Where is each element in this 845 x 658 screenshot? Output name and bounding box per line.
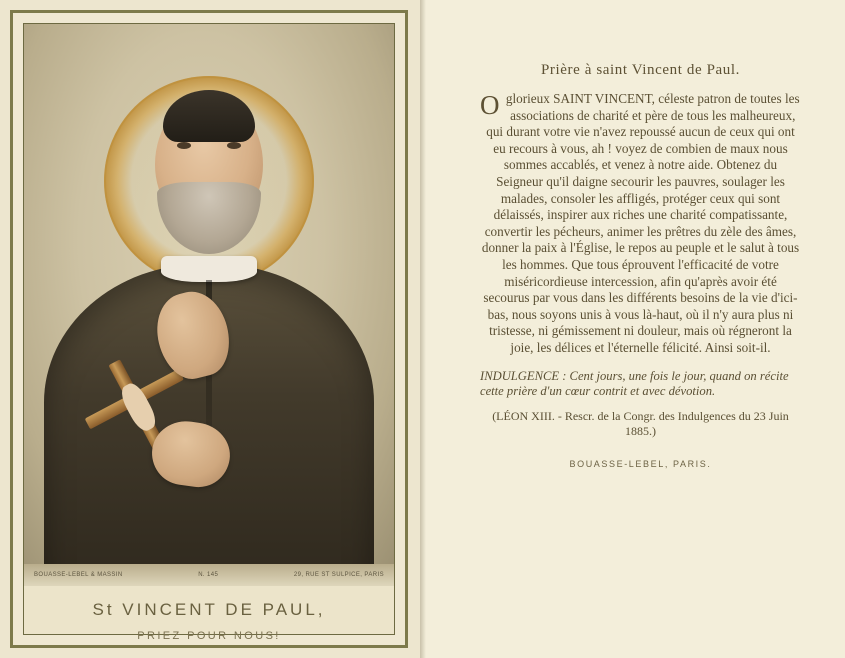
- prayer-body: [480, 91, 801, 357]
- rescript-citation: (LÉON XIII. - Rescr. de la Congr. des Indulgences du 23 Juin 1885.): [492, 408, 789, 438]
- card-back-panel: [420, 0, 845, 658]
- card-front-plate: [23, 23, 395, 642]
- prayer-text: glorieux SAINT VINCENT, céleste patron de toutes les associations de charité et père de tous les malheureux, qui durant votre vie n'avez repoussé aucun de ceux qui ont eu recours à vous, ah ! voyez de combien de maux nous sommes accablés, et venez à notre aide. Obtenez du Seigneur qu'il daigne secourir les pauvres, soulager les malades, consoler les affligés, protéger ceux qui sont délaissés, inspirer aux riches une charité compatissante, convertir les pécheurs, animer les prêtres du zèle des âmes, donner la paix à l'Église, le repos au peuple et le salut à tous les hommes. Que tous éprouvent l'efficacité de votre miséricordieuse intercession, afin qu'après avoir été secourus par vous dans les différents besoins de la vie d'ici-bas, nous soyons unis à vous là-haut, où il n'y aura plus ni tristesse, ni gémissement ni douleur, mais où régneront la joie, les délices et l'éternelle félicité. Ainsi soit-il.: [481, 91, 800, 355]
- eye-left-shape: [177, 142, 191, 149]
- eye-right-shape: [227, 142, 241, 149]
- printer-imprint-strip: [24, 564, 394, 586]
- imprint-address-right: 29, RUE ST SULPICE, PARIS: [293, 572, 384, 578]
- card-front-border: [10, 10, 408, 648]
- invocation-caption: PRIEZ POUR NOUS!: [137, 630, 281, 642]
- card-front-caption: [24, 586, 394, 642]
- card-front-panel: [0, 0, 420, 658]
- imprint-plate-number: N. 145: [198, 572, 219, 578]
- prayer-title: Prière à saint Vincent de Paul.: [540, 62, 741, 78]
- collar-shape: [161, 256, 257, 282]
- saint-name-caption: St VINCENT DE PAUL,: [92, 600, 326, 619]
- prayer-dropcap: O: [480, 90, 500, 120]
- publisher-imprint: BOUASSE-LEBEL, PARIS.: [569, 458, 712, 469]
- saint-portrait-illustration: [24, 24, 394, 564]
- imprint-publisher-left: BOUASSE-LEBEL & MASSIN: [34, 572, 123, 578]
- indulgence-note: INDULGENCE : Cent jours, une fois le jour, quand on récite cette prière d'un cœur contrit et avec dévotion.: [480, 368, 789, 399]
